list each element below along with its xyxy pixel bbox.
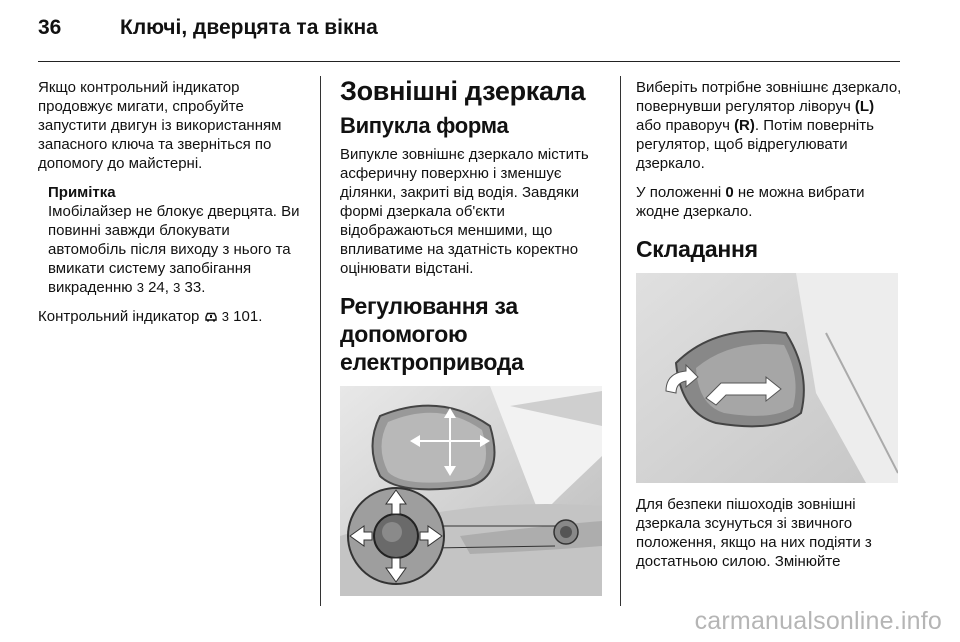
period: . bbox=[258, 308, 263, 325]
text: Виберіть потрібне зовнішнє дзеркало, повернувши регулятор ліворуч bbox=[636, 79, 902, 115]
page-ref[interactable]: 33 bbox=[184, 279, 202, 296]
paragraph: Якщо контрольний індикатор продовжує мигати, спробуйте запустити двигун із використанням запасного ключа та зверніться по допомогу до майстерні. bbox=[38, 79, 282, 172]
paragraph: Випукле зовнішнє дзеркало містить асферичну поверхню і зменшує ділянки, закриті від водія. Завдяки формі дзеркала об'єкти відображаються меншими, що впливатиме на здатність коректно оцінювати відстані. bbox=[340, 146, 589, 277]
paragraph bbox=[38, 307, 306, 326]
text: не можна вибрати жодне дзеркало. bbox=[636, 184, 865, 220]
column-divider bbox=[320, 76, 321, 606]
chapter-title: Ключі, дверцята та вікна bbox=[120, 16, 378, 39]
subsection-title: Регулювання за допомогою електропривода bbox=[340, 293, 524, 375]
subsection-title: Випукла форма bbox=[340, 113, 509, 138]
page-ref[interactable]: 24 bbox=[148, 279, 165, 296]
reference-arrow-icon: 3 bbox=[136, 280, 144, 295]
column-3 bbox=[636, 78, 902, 581]
text: або праворуч bbox=[636, 117, 735, 134]
paragraph: Для безпеки пішоходів зовнішні дзеркала зсунуться зі звичного положення, якщо на них подіяти з достатньою силою. Змінюйте bbox=[636, 496, 872, 570]
text: . Потім поверніть регулятор, щоб відрегулювати дзеркало. bbox=[636, 117, 874, 172]
header-rule bbox=[38, 61, 900, 62]
column-2 bbox=[340, 76, 606, 608]
note-title: Примітка bbox=[48, 184, 116, 201]
column-divider bbox=[620, 76, 621, 606]
indicator-text: Контрольний індикатор bbox=[38, 308, 200, 325]
page-ref[interactable]: 101 bbox=[233, 308, 259, 325]
paragraph bbox=[636, 183, 902, 221]
mirror-fold-illustration bbox=[636, 273, 898, 483]
mirror-adjust-illustration bbox=[340, 386, 602, 596]
column-1 bbox=[38, 78, 306, 336]
reference-arrow-icon: 3 bbox=[173, 280, 181, 295]
section-title: Зовнішні дзеркала bbox=[340, 76, 586, 106]
page-number: 36 bbox=[38, 16, 62, 39]
watermark: carmanualsonline.info bbox=[694, 607, 942, 635]
label-right: (R) bbox=[734, 117, 755, 134]
note-block bbox=[48, 183, 306, 297]
car-indicator-icon bbox=[204, 311, 218, 322]
page-header bbox=[38, 16, 378, 50]
note-text: Імобілайзер не блокує дверцята. Ви повинні завжди блокувати автомобіль після виходу з нього та вмикати систему запобігання викраденню bbox=[48, 203, 300, 296]
separator: , bbox=[164, 279, 174, 296]
reference-arrow-icon: 3 bbox=[221, 309, 229, 324]
label-left: (L) bbox=[854, 98, 875, 115]
paragraph bbox=[636, 78, 902, 173]
subsection-title: Складання bbox=[636, 236, 758, 262]
text: У положенні bbox=[636, 184, 726, 201]
period: . bbox=[201, 279, 206, 296]
label-zero: 0 bbox=[725, 184, 734, 201]
